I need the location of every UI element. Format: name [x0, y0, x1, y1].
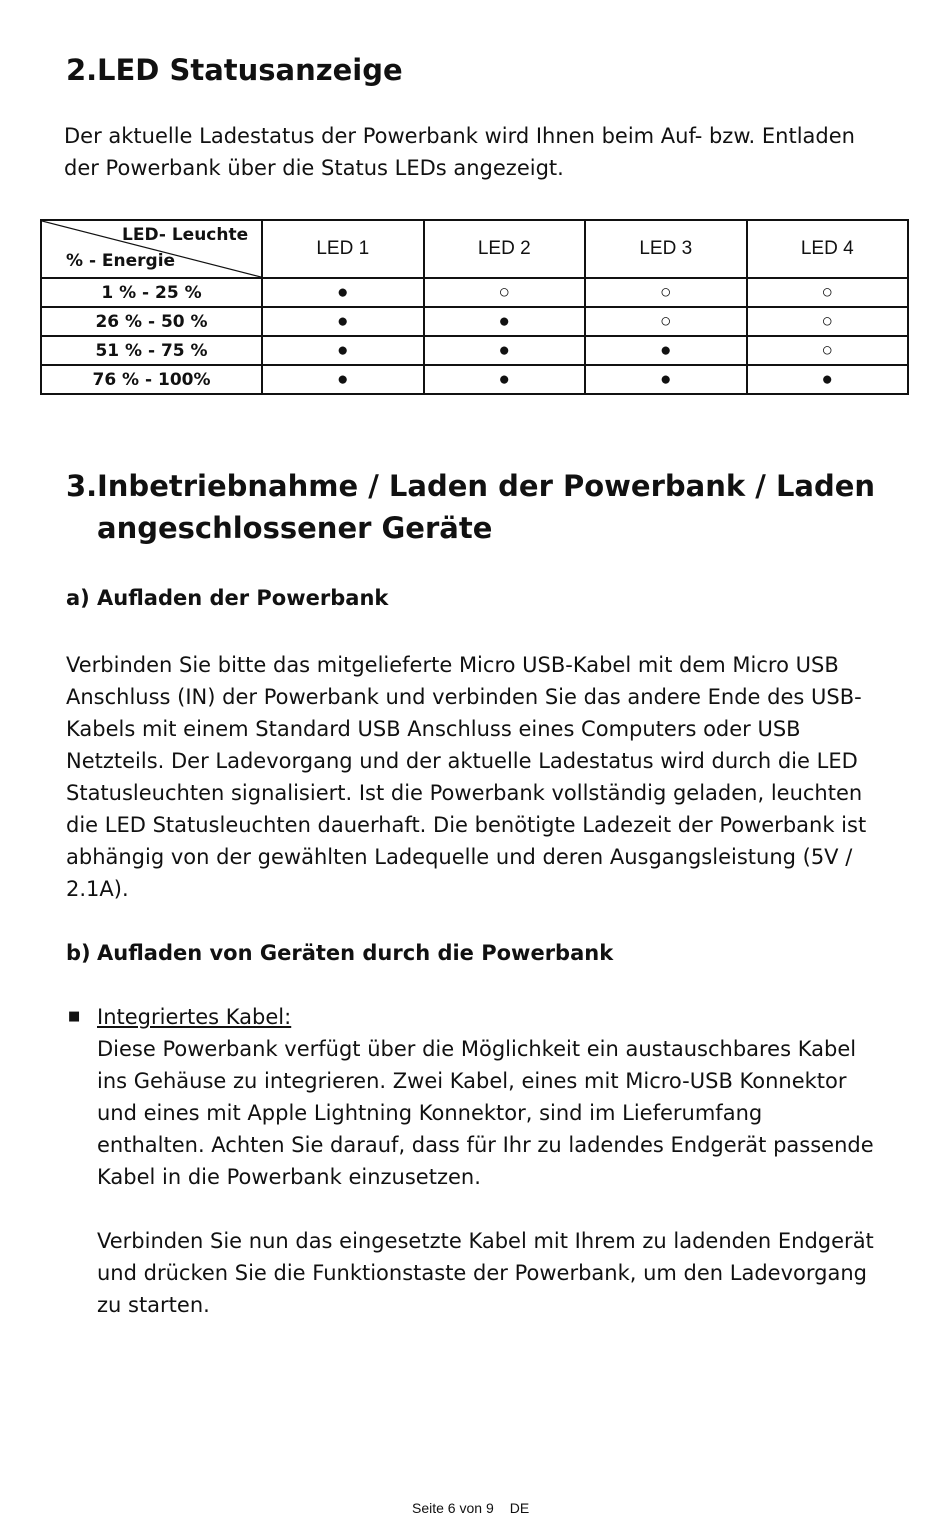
- subsection-label: b): [66, 941, 91, 965]
- led-indicator: ●: [585, 365, 747, 394]
- table-row: [41, 336, 908, 365]
- text-line: Anschluss (IN) der Powerbank und verbinden Sie das andere Ende des USB-: [66, 685, 862, 709]
- column-header-led4: LED 4: [747, 220, 909, 278]
- section-number: 2.: [66, 53, 98, 87]
- led-indicator: ●: [747, 365, 909, 394]
- text-line: der Powerbank über die Status LEDs angezeigt.: [64, 156, 564, 180]
- text-line: die LED Statusleuchten dauerhaft. Die benötigte Ladezeit der Powerbank ist: [66, 813, 867, 837]
- subsection-title: Aufladen der Powerbank: [97, 586, 389, 610]
- text-line: und drücken Sie die Funktionstaste der Powerbank, um den Ladevorgang: [97, 1261, 867, 1285]
- text-line: und eines mit Apple Lightning Konnektor, sind im Lieferumfang: [97, 1101, 763, 1125]
- table-row: [41, 278, 908, 307]
- section-2-heading: [66, 49, 403, 91]
- led-indicator: ○: [424, 278, 586, 307]
- led-indicator: ○: [747, 278, 909, 307]
- subsection-a-heading: [66, 583, 388, 613]
- row-label: 26 % - 50 %: [41, 307, 262, 336]
- text-line: Diese Powerbank verfügt über die Möglichkeit ein austauschbares Kabel: [97, 1037, 857, 1061]
- text-line: Netzteils. Der Ladevorgang und der aktuelle Ladestatus wird durch die LED: [66, 749, 858, 773]
- column-header-led3: LED 3: [585, 220, 747, 278]
- led-indicator: ●: [424, 365, 586, 394]
- led-indicator: ●: [424, 336, 586, 365]
- text-line: Der aktuelle Ladestatus der Powerbank wird Ihnen beim Auf- bzw. Entladen: [64, 124, 855, 148]
- row-label: 1 % - 25 %: [41, 278, 262, 307]
- text-line: zu starten.: [97, 1293, 210, 1317]
- table-row: [41, 307, 908, 336]
- text-line: Kabel in die Powerbank einzusetzen.: [97, 1165, 481, 1189]
- bullet-paragraph-2: [97, 1225, 874, 1321]
- led-indicator: ●: [262, 365, 424, 394]
- text-line: Statusleuchten signalisiert. Ist die Powerbank vollständig geladen, leuchten: [66, 781, 863, 805]
- text-line: Verbinden Sie bitte das mitgelieferte Micro USB-Kabel mit dem Micro USB: [66, 653, 839, 677]
- text-line: Verbinden Sie nun das eingesetzte Kabel mit Ihrem zu ladenden Endgerät: [97, 1229, 874, 1253]
- led-indicator: ○: [747, 336, 909, 365]
- section-title: LED Statusanzeige: [97, 53, 403, 87]
- led-indicator: ●: [262, 336, 424, 365]
- table-corner-header: [41, 220, 262, 278]
- bullet-title: Integriertes Kabel:: [97, 1005, 292, 1029]
- header-bottom-label: % - Energie: [66, 251, 176, 271]
- led-indicator: ○: [585, 278, 747, 307]
- page-footer: [412, 1500, 529, 1516]
- text-line: ins Gehäuse zu integrieren. Zwei Kabel, eines mit Micro-USB Konnektor: [97, 1069, 847, 1093]
- subsection-b-heading: [66, 938, 613, 968]
- text-line: abhängig von der gewählten Ladequelle und deren Ausgangsleistung (5V /: [66, 845, 853, 869]
- led-indicator: ○: [585, 307, 747, 336]
- table-row: [41, 365, 908, 394]
- table-header-row: [41, 220, 908, 278]
- led-indicator: ○: [747, 307, 909, 336]
- section-title-line2: angeschlossener Geräte: [97, 511, 493, 545]
- row-label: 51 % - 75 %: [41, 336, 262, 365]
- subsection-a-paragraph: [66, 649, 866, 905]
- section-title-line1: Inbetriebnahme / Laden der Powerbank / Laden: [97, 469, 876, 503]
- language-code: DE: [509, 1500, 530, 1516]
- header-top-label: LED- Leuchte: [122, 225, 249, 245]
- section-3-heading: [66, 465, 875, 507]
- column-header-led2: LED 2: [424, 220, 586, 278]
- row-label: 76 % - 100%: [41, 365, 262, 394]
- led-indicator: ●: [585, 336, 747, 365]
- bullet-paragraph-1: [97, 1033, 874, 1193]
- text-line: 2.1A).: [66, 877, 129, 901]
- text-line: enthalten. Achten Sie darauf, dass für Ihr zu ladendes Endgerät passende: [97, 1133, 874, 1157]
- column-header-led1: LED 1: [262, 220, 424, 278]
- bullet-square-icon: ■: [68, 1009, 81, 1024]
- subsection-label: a): [66, 586, 90, 610]
- section-2-intro: [64, 120, 855, 184]
- led-indicator: ●: [262, 307, 424, 336]
- led-indicator: ●: [262, 278, 424, 307]
- led-indicator: ●: [424, 307, 586, 336]
- subsection-title: Aufladen von Geräten durch die Powerbank: [97, 941, 614, 965]
- page-number: Seite 6 von 9: [412, 1500, 494, 1516]
- text-line: Kabels mit einem Standard USB Anschluss eines Computers oder USB: [66, 717, 801, 741]
- section-number: 3.: [66, 469, 98, 503]
- led-status-table: [40, 219, 909, 395]
